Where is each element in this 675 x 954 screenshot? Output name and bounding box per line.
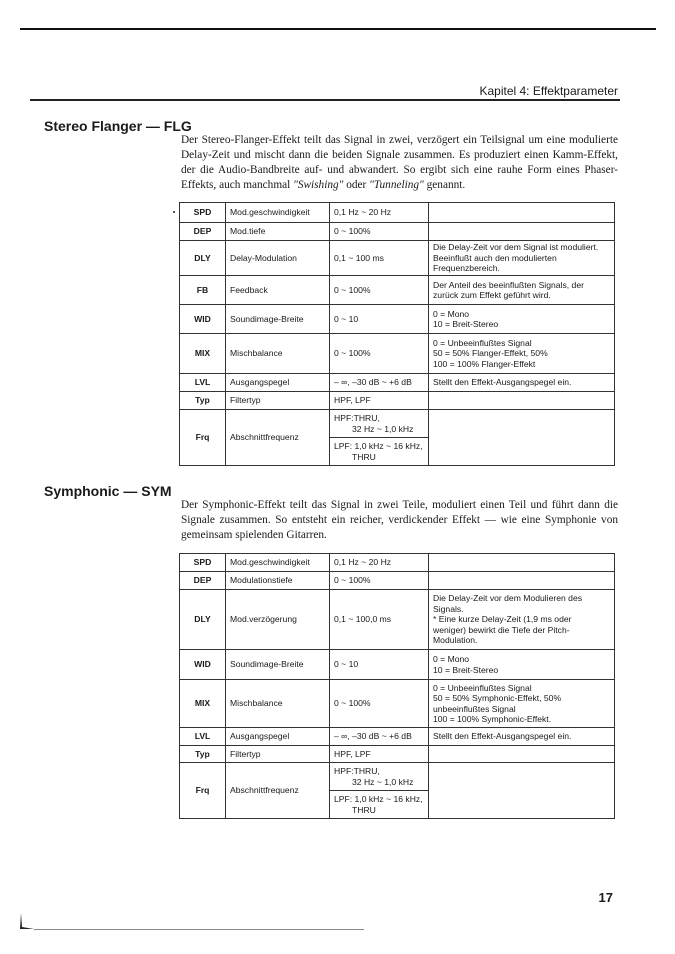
param-code: Frq bbox=[180, 410, 226, 466]
param-description: 0 = Unbeeinflußtes Signal 50 = 50% Flanger-Effekt, 50% 100 = 100% Flanger-Effekt bbox=[429, 334, 615, 374]
table-row bbox=[180, 650, 615, 680]
param-description: 0 = Unbeeinflußtes Signal 50 = 50% Symphonic-Effekt, 50% unbeeinflußtes Signal 100 = 100% Symphonic-Effekt. bbox=[429, 680, 615, 728]
table-row bbox=[180, 746, 615, 763]
param-name: Soundimage-Breite bbox=[226, 305, 330, 334]
param-name: Delay-Modulation bbox=[226, 241, 330, 276]
hpf-line-1: HPF:THRU, bbox=[334, 766, 380, 776]
param-code: DEP bbox=[180, 572, 226, 590]
param-code: Frq bbox=[180, 763, 226, 819]
param-description bbox=[429, 572, 615, 590]
table-row bbox=[180, 392, 615, 410]
table-row bbox=[180, 572, 615, 590]
hpf-line-2: 32 Hz ~ 1,0 kHz bbox=[352, 423, 414, 434]
param-code: MIX bbox=[180, 680, 226, 728]
param-name: Ausgangspegel bbox=[226, 728, 330, 746]
header-rule bbox=[30, 99, 620, 101]
margin-mark bbox=[173, 211, 175, 213]
param-range: 0 ~ 100% bbox=[330, 334, 429, 374]
param-code: Typ bbox=[180, 746, 226, 763]
param-code: LVL bbox=[180, 728, 226, 746]
param-range: 0 ~ 100% bbox=[330, 223, 429, 241]
param-range-hpf bbox=[330, 763, 429, 791]
param-name: Mod.verzögerung bbox=[226, 590, 330, 650]
page-number: 17 bbox=[598, 890, 613, 905]
param-description bbox=[429, 223, 615, 241]
table-row bbox=[180, 680, 615, 728]
hpf-line-2: 32 Hz ~ 1,0 kHz bbox=[352, 776, 414, 787]
param-description: Die Delay-Zeit vor dem Signal ist moduliert. Beeinflußt auch den modulierten Frequenzbereich. bbox=[429, 241, 615, 276]
param-description bbox=[429, 203, 615, 223]
param-name: Mod.geschwindigkeit bbox=[226, 203, 330, 223]
flanger-title: Stereo Flanger — FLG bbox=[44, 118, 192, 134]
param-range: 0,1 Hz ~ 20 Hz bbox=[330, 554, 429, 572]
param-name: Filtertyp bbox=[226, 746, 330, 763]
flanger-intro: Der Stereo-Flanger-Effekt teilt das Signal in zwei, verzögert ein Teilsignal um eine modulierte Delay-Zeit und mischt dann die beiden Signale zusammen. Es produziert einen Kamm-Effekt, der die Audio-Bandbreite auf- und abwandert. So ergibt sich eine rauhe Form eines Phaser-Effekts, auch manchmal "Swishing" oder "Tunneling" genannt. bbox=[181, 134, 618, 191]
chapter-header: Kapitel 4: Effektparameter bbox=[479, 84, 618, 98]
table-row bbox=[180, 223, 615, 241]
param-description: 0 = Mono 10 = Breit-Stereo bbox=[429, 305, 615, 334]
param-range: HPF, LPF bbox=[330, 746, 429, 763]
param-description: Die Delay-Zeit vor dem Modulieren des Signals. * Eine kurze Delay-Zeit (1,9 ms oder weniger) bewirkt die Tiefe der Pitch- Modulation. bbox=[429, 590, 615, 650]
param-code: DLY bbox=[180, 590, 226, 650]
param-description: 0 = Mono 10 = Breit-Stereo bbox=[429, 650, 615, 680]
param-description bbox=[429, 763, 615, 819]
table-row bbox=[180, 728, 615, 746]
param-range: 0 ~ 10 bbox=[330, 650, 429, 680]
lpf-line-1: LPF: 1,0 kHz ~ 16 kHz, bbox=[334, 794, 423, 804]
param-name: Mod.geschwindigkeit bbox=[226, 554, 330, 572]
symphonic-intro: Der Symphonic-Effekt teilt das Signal in zwei Teile, moduliert einen Teil und führt dann die Signale zusammen. So entsteht ein reicher, verdickender Effekt — wie eine Symphonie von gemeinsam spielenden Gitarren. bbox=[181, 499, 618, 541]
param-name: Soundimage-Breite bbox=[226, 650, 330, 680]
param-name: Mischbalance bbox=[226, 334, 330, 374]
param-description bbox=[429, 410, 615, 466]
param-range: – ∞, –30 dB ~ +6 dB bbox=[330, 374, 429, 392]
param-code: SPD bbox=[180, 554, 226, 572]
bottom-rule bbox=[34, 929, 364, 930]
param-code: MIX bbox=[180, 334, 226, 374]
param-description bbox=[429, 392, 615, 410]
flanger-table-body bbox=[180, 203, 615, 466]
symphonic-table-body bbox=[180, 554, 615, 819]
table-row bbox=[180, 203, 615, 223]
param-range-lpf bbox=[330, 438, 429, 466]
scan-corner-mark bbox=[20, 913, 34, 929]
symphonic-title: Symphonic — SYM bbox=[44, 483, 172, 499]
param-description: Stellt den Effekt-Ausgangspegel ein. bbox=[429, 374, 615, 392]
param-code: Typ bbox=[180, 392, 226, 410]
table-row bbox=[180, 410, 615, 438]
param-description: Der Anteil des beeinflußten Signals, der zurück zum Effekt geführt wird. bbox=[429, 276, 615, 305]
param-name: Abschnittfrequenz bbox=[226, 410, 330, 466]
param-range: 0,1 ~ 100,0 ms bbox=[330, 590, 429, 650]
param-code: WID bbox=[180, 650, 226, 680]
param-code: DLY bbox=[180, 241, 226, 276]
param-code: SPD bbox=[180, 203, 226, 223]
param-name: Mischbalance bbox=[226, 680, 330, 728]
param-code: DEP bbox=[180, 223, 226, 241]
param-name: Modulationstiefe bbox=[226, 572, 330, 590]
table-row bbox=[180, 763, 615, 791]
param-range: 0 ~ 100% bbox=[330, 680, 429, 728]
param-range: 0 ~ 100% bbox=[330, 572, 429, 590]
param-description bbox=[429, 746, 615, 763]
param-name: Ausgangspegel bbox=[226, 374, 330, 392]
param-code: WID bbox=[180, 305, 226, 334]
param-code: FB bbox=[180, 276, 226, 305]
param-range-lpf bbox=[330, 791, 429, 819]
hpf-line-1: HPF:THRU, bbox=[334, 413, 380, 423]
lpf-line-1: LPF: 1,0 kHz ~ 16 kHz, bbox=[334, 441, 423, 451]
flanger-parameter-table bbox=[179, 202, 615, 466]
param-range-hpf bbox=[330, 410, 429, 438]
param-range: 0,1 ~ 100 ms bbox=[330, 241, 429, 276]
param-range: 0 ~ 10 bbox=[330, 305, 429, 334]
param-name: Mod.tiefe bbox=[226, 223, 330, 241]
table-row bbox=[180, 374, 615, 392]
table-row bbox=[180, 241, 615, 276]
lpf-line-2: THRU bbox=[352, 451, 376, 462]
param-description: Stellt den Effekt-Ausgangspegel ein. bbox=[429, 728, 615, 746]
lpf-line-2: THRU bbox=[352, 804, 376, 815]
table-row bbox=[180, 276, 615, 305]
param-name: Abschnittfrequenz bbox=[226, 763, 330, 819]
table-row bbox=[180, 554, 615, 572]
param-description bbox=[429, 554, 615, 572]
param-range: – ∞, –30 dB ~ +6 dB bbox=[330, 728, 429, 746]
param-name: Feedback bbox=[226, 276, 330, 305]
table-row bbox=[180, 334, 615, 374]
table-row bbox=[180, 305, 615, 334]
param-range: HPF, LPF bbox=[330, 392, 429, 410]
table-row bbox=[180, 590, 615, 650]
symphonic-parameter-table bbox=[179, 553, 615, 819]
param-range: 0,1 Hz ~ 20 Hz bbox=[330, 203, 429, 223]
param-code: LVL bbox=[180, 374, 226, 392]
param-range: 0 ~ 100% bbox=[330, 276, 429, 305]
param-name: Filtertyp bbox=[226, 392, 330, 410]
top-rule bbox=[20, 28, 656, 30]
